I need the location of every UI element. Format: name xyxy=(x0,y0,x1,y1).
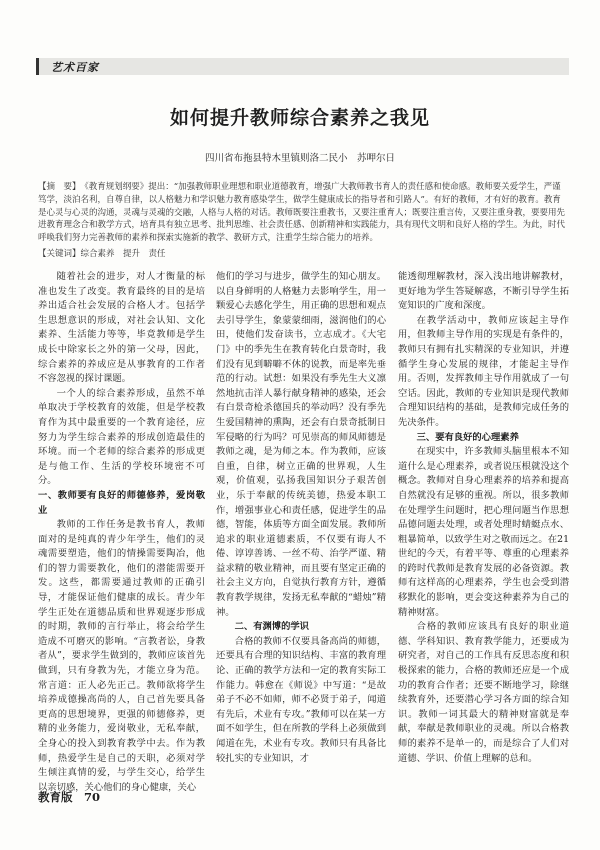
section-heading: 二、有渊博的学识 xyxy=(234,621,309,633)
keywords-text: 综合素养 提升 责任 xyxy=(80,249,166,259)
abstract-label: 【摘 要】 xyxy=(38,182,81,192)
keywords xyxy=(38,247,569,259)
paragraph: 合格的教师应该具有良好的职业道德、学科知识、教育教学能力，还要成为研究者，对自己的工作具有反思态度和积极探索的能力，合格的教师还应是一个成功的教育合作者；还要不断地学习，除继续教育外，还要潜心学习各方面的综合知识。教师一词其最大的精神财富就是奉献，奉献是教师职业的灵魂。所以合格教师的素养不是单一的，而是综合了人们对道德、学识、价值上理解的总和。 xyxy=(398,621,569,764)
paragraph: 能透彻理解教材，深入浅出地讲解教材，更好地为学生答疑解惑，不断引导学生拓宽知识的广度和深度。 xyxy=(398,271,569,312)
paragraph: 一个人的综合素养形成，虽然不单单取决于学校教育的效能，但是学校教育作为其中最重要的一个教育途径，应努力为学生综合素养的形成创造最佳的环境。而一个老师的综合素养的形成更是与他工作、生活的学校环境密不可分。 xyxy=(38,387,205,487)
paragraph: 合格的教师不仅要具备高尚的师德，还要具有合理的知识结构、丰富的教育理论、正确的教学方法和一定的教育实际工作能力。韩愈在《师说》中写道：“是故弟子不必不如师，师不必贤于弟子，闻道有先后，术业有专攻。”教师可以在某一方面不如学生，但在所教的学科上必须做到闻道在先，术业有专攻。教师只有具备比较扎实的专业知识，才 xyxy=(216,635,386,764)
column-1 xyxy=(38,270,205,795)
section-label: 艺术百家 xyxy=(51,61,99,74)
section-heading: 三、要有良好的心理素养 xyxy=(416,431,519,443)
abstract xyxy=(38,181,569,245)
section-header xyxy=(36,58,569,75)
paragraph: 教师的工作任务是教书育人，教师面对的是纯真的青少年学生，他们的灵魂需要塑造，他们的情操需要陶冶，他们的智力需要教化，他们的潜能需要开发。这些，都需要通过教师的正确引导，才能保证他们健康的成长。青少年学生正处在道德品质和世界观逐步形成的时期，教师的言行举止，将会给学生造成不可磨灭的影响。“言教者讼，身教者从”，要求学生做到的，教师应该首先做到，只有身教为先，才能立身为范。常言道：正人必先正己。教师欲将学生培养成德操高尚的人，自己首先要具备更高的思想境界，更强的师德修养，更精的业务能力，爱岗敬业，无私奉献，全身心的投入到教育教学中去。作为教师，热爱学生是自己的天职，必须对学生倾注真情的爱，与学生交心，给学生以亲切感，关心他们的身心健康，关心 xyxy=(38,519,205,793)
keywords-label: 【关键词】 xyxy=(38,249,81,259)
paragraph: 在教学活动中，教师应该起主导作用，但教师主导作用的实现是有条件的，教师只有拥有扎实精深的专业知识，并遵循学生身心发展的规律，才能起主导作用。否则，发挥教师主导作用就成了一句空话。因此，教师的专业知识是现代教师合理知识结构的基础，是教师完成任务的先决条件。 xyxy=(398,314,569,428)
section-heading: 一、教师要有良好的师德修养，爱岗敬业 xyxy=(38,489,205,516)
paragraph: 随着社会的进步，对人才衡量的标准也发生了改变。教育最终的目的是培养出适合社会发展的合格人才。包括学生思想意识的形成，对社会认知、文化素养、生活能力等等，毕竟教师是学生成长中除家长之外的第一父母，因此，综合素养的养成应是从事教育的工作者不容忽视的探讨课题。 xyxy=(38,271,205,385)
abstract-text: 《教育规划纲要》提出：“加强教师职业理想和职业道德教育，增强广大教师教书育人的责任感和使命感。教师要关爱学生，严谨笃学，淡泊名利，自尊自律，以人格魅力和学识魅力教育感染学生，做学生健康成长的指导者和引路人”。有好的教师，才有好的教育。教育是心灵与心灵的沟通，灵魂与灵魂的交融，人格与人格的对话。教师既要注重教书，又要注重育人；既要注重言传，又要注重身教，要要用先进教育理念合和教学方式，培育具有独立思考、批判思维、社会责任感、创新精神和实践能力，具有现代文明和良好人格的学生。为此，时代呼唤我们努力完善教师的素养和探索实施新的教学、教研方式，注重学生综合能力的培养。 xyxy=(38,182,566,244)
author-line: 四川省布拖县特木里镇则洛二民小 苏呷尔日 xyxy=(204,153,395,164)
column-2 xyxy=(216,270,386,766)
paragraph: 他们的学习与进步，做学生的知心朋友。以自身鲜明的人格魅力去影响学生，用一颗爱心去感化学生，用正确的思想和观点去引导学生，象蒙蒙细雨，滋润他们的心田，使他们发奋读书，立志成才。《大宅门》中的季先生在教育转化白景奇时，我们没有见到噼噼不休的说教，而是率先垂范的行动。试想：如果没有季先生大义凛然地抗击洋人暴行献身精神的感染，还会有白景奇枪杀德国兵的举动吗？没有季先生爱国精神的熏陶，还会有白景奇抵制日军侵略的行为吗？可见崇高的师风师德是教师之魂，是为师之本。作为教师，应该自重，自律，树立正确的世界观，人生观，价值观，弘扬我国知识分子艰苦创业，乐于奉献的传统美德，热爱本职工作，增强事业心和责任感，促进学生的品德，智能，体质等方面全面发展。教师所追求的职业道德素质，不仅要有诲人不倦、谆谆善诱、一丝不苟、治学严谨、精益求精的敬业精神，而且要有坚定正确的社会主义方向，自觉执行教育方针，遵循教育教学规律，发扬无私奉献的“蜡烛”精神。 xyxy=(216,271,386,618)
paragraph: 在现实中，许多教师头脑里根本不知道什么是心理素养，或者说压根就没这个概念。教师对自身心理素养的培养和提高自然就没有足够的重视。所以，很多教师在处理学生问题时，把心理问题当作思想品德问题去处理，或者处理时蜻蜓点水、粗暴简单，以致学生对之敬而远之。在21世纪的今天，有着平等、尊重的心理素养的跨时代教师是教育发展的必备资源。教师有这样高的心理素养，学生也会受到潜移默化的影响，更会变这种素养为自己的精神财富。 xyxy=(398,446,569,618)
page-footer: 教育版 70 xyxy=(38,790,101,804)
column-3 xyxy=(398,270,569,766)
article-title: 如何提升教师综合素养之我见 xyxy=(169,107,430,129)
